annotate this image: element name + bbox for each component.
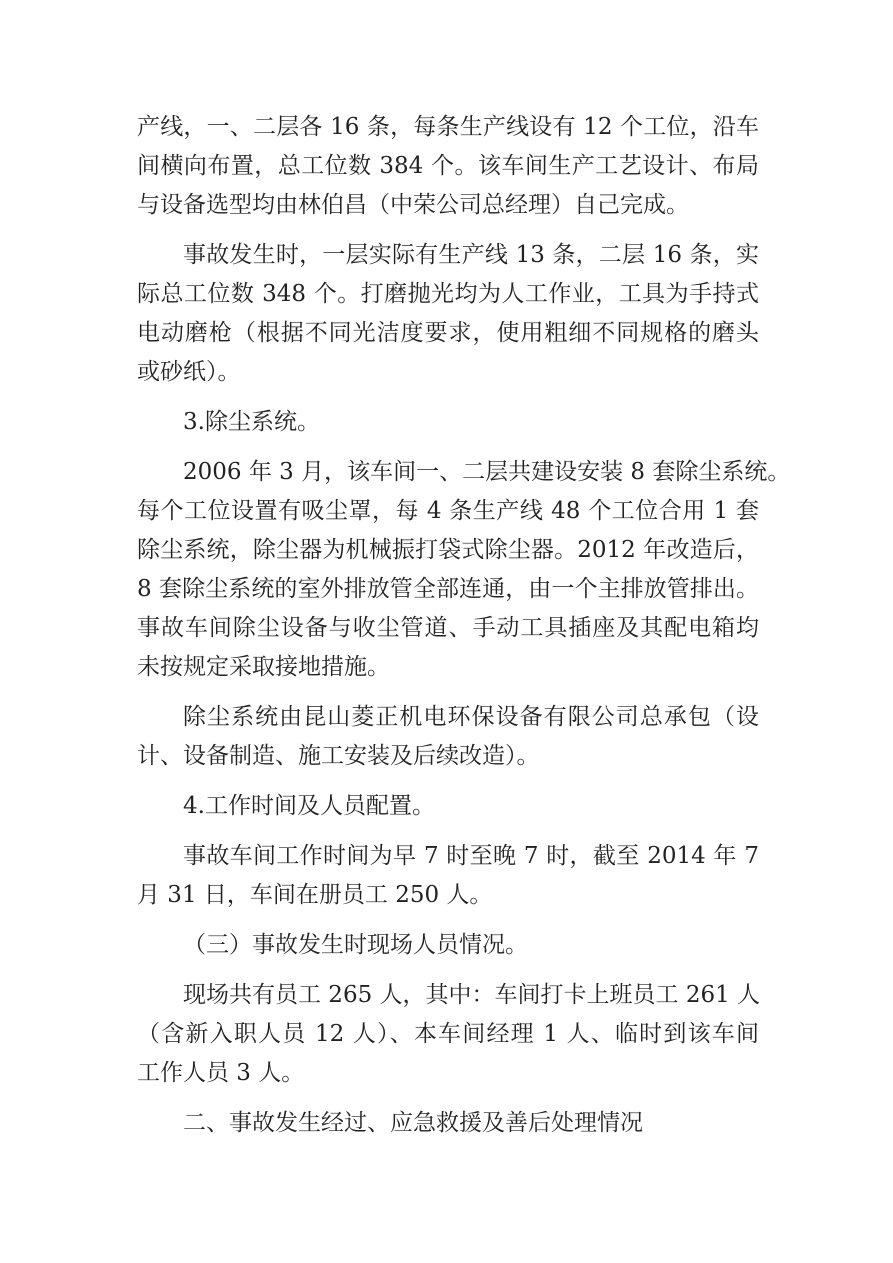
paragraph-work-hours <box>137 837 759 915</box>
section-heading: 3.除尘系统。 <box>183 409 320 435</box>
paragraph-line: 产线，一、二层各 16 条，每条生产线设有 12 个工位，沿车 <box>137 114 759 140</box>
paragraph-line: 8 套除尘系统的室外排放管全部连通，由一个主排放管排出。 <box>137 576 759 602</box>
paragraph-line: （含新入职人员 12 人）、本车间经理 1 人、临时到该车间 <box>137 1021 759 1047</box>
paragraph-line: 电动磨枪（根据不同光洁度要求，使用粗细不同规格的磨头 <box>137 320 759 346</box>
paragraph-line: 每个工位设置有吸尘罩，每 4 条生产线 48 个工位合用 1 套 <box>137 498 759 524</box>
paragraph-line: 际总工位数 348 个。打磨抛光均为人工作业，工具为手持式 <box>137 281 759 307</box>
paragraph-accident-lines <box>137 236 759 392</box>
paragraph-line: 月 31 日，车间在册员工 250 人。 <box>137 882 493 908</box>
paragraph-line: 事故发生时，一层实际有生产线 13 条，二层 16 条，实 <box>183 242 759 268</box>
paragraph-line: 与设备选型均由林伯昌（中荣公司总经理）自己完成。 <box>137 192 689 218</box>
paragraph-line: 未按规定采取接地措施。 <box>137 654 390 680</box>
paragraph-line: 除尘系统，除尘器为机械振打袋式除尘器。2012 年改造后， <box>137 537 759 563</box>
section-heading-accident-process <box>137 1104 759 1143</box>
paragraph-workshop-layout <box>137 108 759 225</box>
section-heading: 4.工作时间及人员配置。 <box>183 793 435 819</box>
paragraph-onsite-personnel <box>137 976 759 1093</box>
paragraph-line: 事故车间除尘设备与收尘管道、手动工具插座及其配电箱均 <box>137 615 759 641</box>
paragraph-dust-contractor <box>137 698 759 776</box>
paragraph-dust-system <box>137 453 791 687</box>
paragraph-line: 现场共有员工 265 人，其中：车间打卡上班员工 261 人 <box>183 982 761 1008</box>
paragraph-line: 工作人员 3 人。 <box>137 1060 305 1086</box>
paragraph-line: 除尘系统由昆山菱正机电环保设备有限公司总承包（设 <box>183 704 759 730</box>
section-heading-dust-system <box>137 403 759 442</box>
paragraph-line: 事故车间工作时间为早 7 时至晚 7 时，截至 2014 年 7 <box>183 843 759 869</box>
paragraph-line: 计、设备制造、施工安装及后续改造）。 <box>137 743 540 769</box>
paragraph-line: 2006 年 3 月，该车间一、二层共建设安装 8 套除尘系统。 <box>183 459 791 485</box>
section-heading-onsite-personnel <box>137 926 759 965</box>
document-body <box>137 108 791 1154</box>
paragraph-line: 或砂纸）。 <box>137 359 241 385</box>
paragraph-line: 间横向布置，总工位数 384 个。该车间生产工艺设计、布局 <box>137 153 759 179</box>
section-heading: 二、事故发生经过、应急救援及善后处理情况 <box>183 1110 643 1136</box>
section-heading-work-hours <box>137 787 759 826</box>
section-heading: （三）事故发生时现场人员情况。 <box>183 932 528 958</box>
